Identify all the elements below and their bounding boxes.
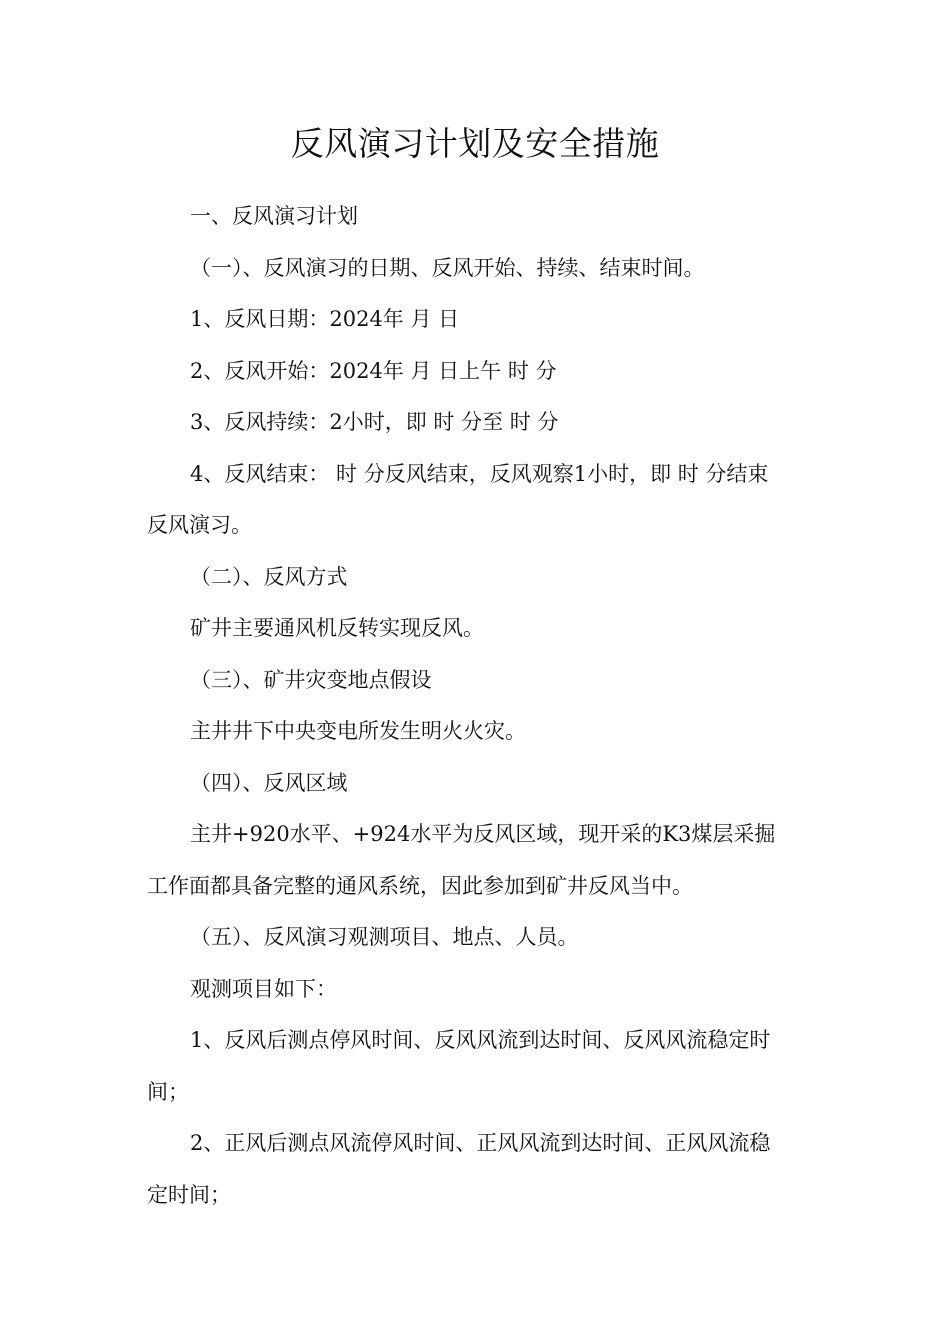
- paragraph-line: 观测项目如下：: [190, 976, 337, 1001]
- paragraph-line: 3、反风持续：2小时，即 时 分至 时 分: [190, 410, 559, 434]
- paragraph-line: 间；: [147, 1079, 189, 1104]
- paragraph-line: 定时间；: [147, 1182, 231, 1207]
- paragraph-line: 主井井下中央变电所发生明火火灾。: [190, 719, 526, 743]
- subsection-heading: （二）、反风方式: [190, 564, 348, 589]
- paragraph-line: 1、反风后测点停风时间、反风风流到达时间、反风风流稳定时: [190, 1028, 771, 1052]
- section-heading: 一、反风演习计划: [190, 204, 358, 228]
- paragraph-line: 2、正风后测点风流停风时间、正风风流到达时间、正风风流稳: [190, 1131, 771, 1155]
- paragraph-line: 2、反风开始：2024年 月 日上午 时 分: [190, 358, 557, 383]
- paragraph-line: 矿井主要通风机反转实现反风。: [190, 616, 484, 640]
- paragraph-line: 工作面都具备完整的通风系统，因此参加到矿井反风当中。: [147, 873, 693, 898]
- paragraph-line: 反风演习。: [147, 513, 252, 537]
- document-title: 反风演习计划及安全措施: [290, 124, 660, 163]
- subsection-heading: （五）、反风演习观测项目、地点、人员。: [190, 925, 579, 949]
- paragraph-line: 1、反风日期：2024年 月 日: [190, 307, 460, 331]
- paragraph-line: 主井+920水平、+924水平为反风区域，现开采的K3煤层采掘: [190, 822, 776, 846]
- subsection-heading: （三）、矿井灾变地点假设: [190, 667, 432, 692]
- subsection-heading: （一）、反风演习的日期、反风开始、持续、结束时间。: [190, 255, 705, 280]
- subsection-heading: （四）、反风区域: [190, 770, 348, 795]
- document-body: [147, 191, 807, 1221]
- paragraph-line: 4、反风结束： 时 分反风结束，反风观察1小时，即 时 分结束: [190, 461, 769, 486]
